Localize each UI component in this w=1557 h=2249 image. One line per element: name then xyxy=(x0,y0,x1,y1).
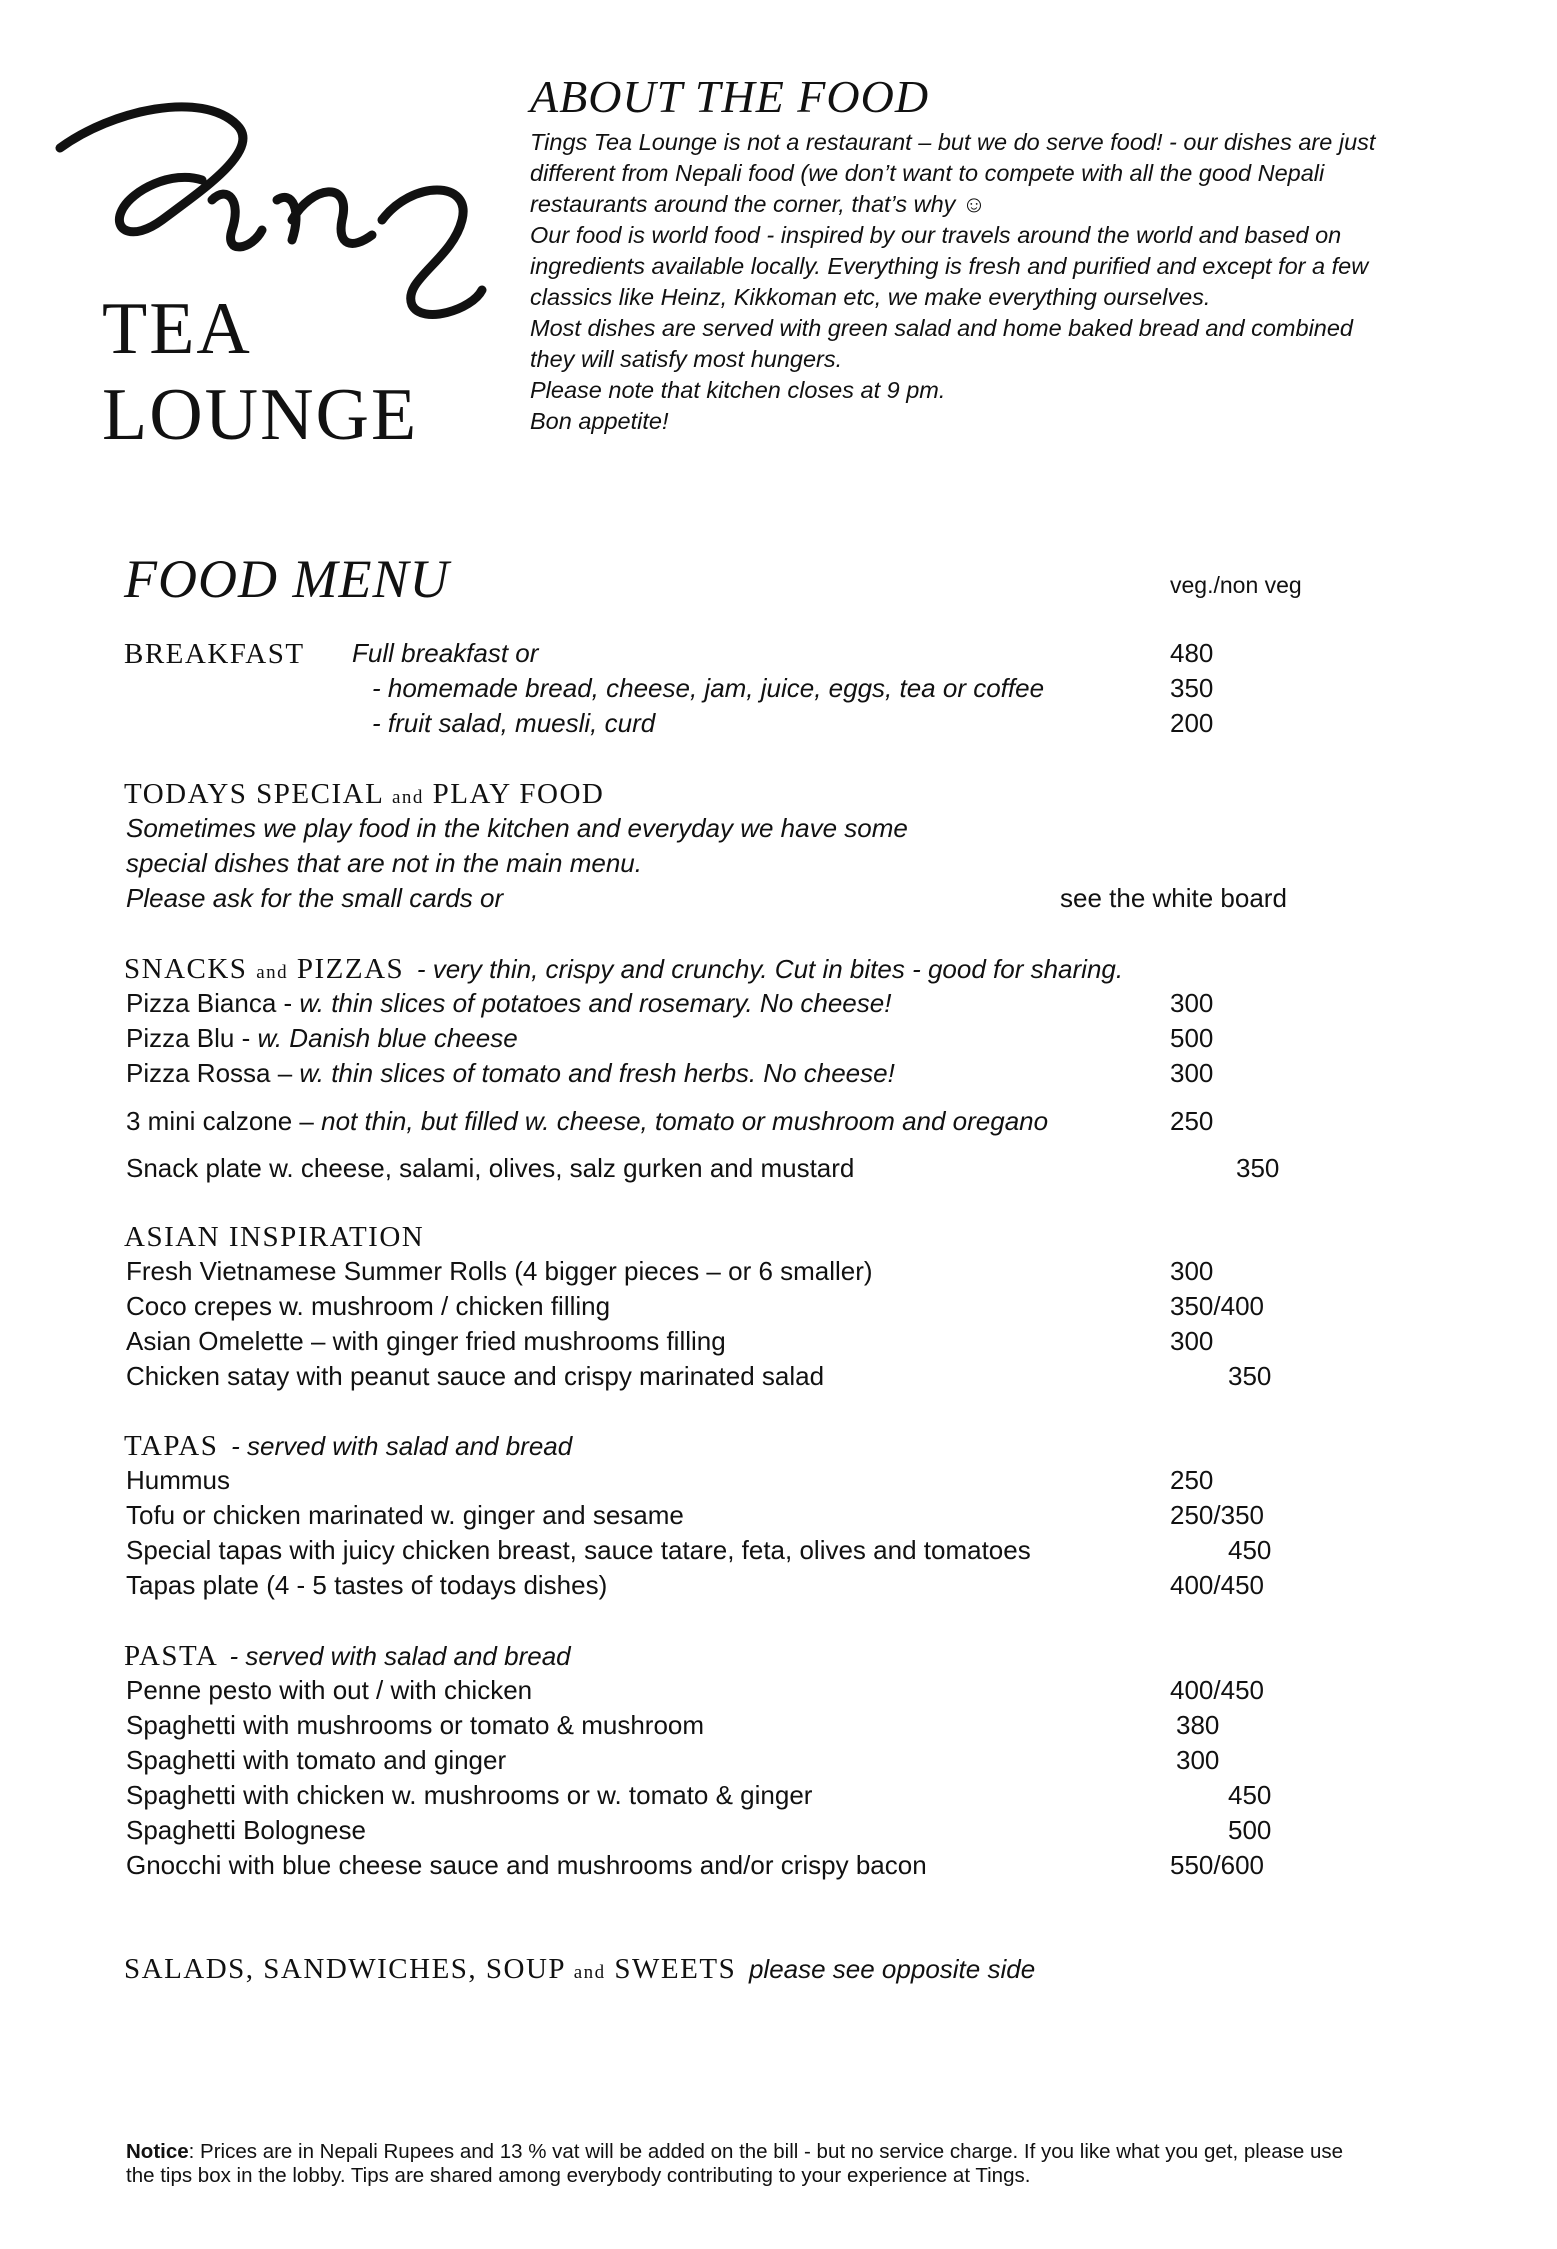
pasta-item-price: 450 xyxy=(1228,1780,1272,1810)
about-line: Bon appetite! xyxy=(530,408,669,434)
asian-item-name: Chicken satay with peanut sauce and crispy marinated salad xyxy=(126,1361,825,1391)
snack-item-price: 500 xyxy=(1170,1023,1214,1053)
about-line: Please note that kitchen closes at 9 pm. xyxy=(530,377,946,403)
snack-item-desc: w. Danish blue cheese xyxy=(257,1023,518,1053)
opposite-heading-main: SALADS, SANDWICHES, SOUP xyxy=(124,1953,565,1985)
about-line: they will satisfy most hungers. xyxy=(530,346,843,372)
snack-item-name: Pizza Blu - xyxy=(126,1023,258,1053)
pasta-item-name: Spaghetti Bolognese xyxy=(126,1815,366,1845)
pasta-heading xyxy=(124,1642,571,1671)
special-text-line: special dishes that are not in the main menu. xyxy=(126,848,642,878)
logo-text-tea: TEA xyxy=(102,288,252,370)
asian-item-name: Fresh Vietnamese Summer Rolls (4 bigger pieces – or 6 smaller) xyxy=(126,1256,873,1286)
pasta-heading-main: PASTA xyxy=(124,1640,217,1672)
about-title: ABOUT THE FOOD xyxy=(530,71,930,122)
snacks-heading-rest: PIZZAS xyxy=(296,953,405,985)
pasta-item-price: 400/450 xyxy=(1170,1675,1264,1705)
asian-item-price: 350 xyxy=(1228,1361,1272,1391)
snack-item-name: Snack plate w. cheese, salami, olives, salz gurken and mustard xyxy=(126,1153,855,1183)
snack-item-name: Pizza Bianca - xyxy=(126,988,300,1018)
asian-item-price: 350/400 xyxy=(1170,1291,1264,1321)
about-section xyxy=(530,70,1510,437)
about-line: different from Nepali food (we don’t want to compete with all the good Nepali xyxy=(530,160,1325,186)
pasta-item-price: 550/600 xyxy=(1170,1850,1264,1880)
snack-item-desc: w. thin slices of tomato and fresh herbs. No cheese! xyxy=(299,1058,895,1088)
tapas-heading xyxy=(124,1432,572,1461)
logo-text-lounge: LOUNGE xyxy=(102,374,419,456)
snack-item xyxy=(126,990,891,1016)
pasta-item-name: Spaghetti with tomato and ginger xyxy=(126,1745,507,1775)
special-heading-rest: PLAY FOOD xyxy=(432,778,605,810)
asian-item-name: Coco crepes w. mushroom / chicken filling xyxy=(126,1291,611,1321)
special-text-line: Sometimes we play food in the kitchen and everyday we have some xyxy=(126,813,908,843)
asian-item-price: 300 xyxy=(1170,1256,1214,1286)
snack-item-price: 300 xyxy=(1170,1058,1214,1088)
notice-label: Notice xyxy=(126,2140,189,2163)
opposite-side-heading xyxy=(124,1955,1035,1984)
about-line: classics like Heinz, Kikkoman etc, we make everything ourselves. xyxy=(530,284,1211,310)
breakfast-item-name: - homemade bread, cheese, jam, juice, eggs, tea or coffee xyxy=(372,673,1045,703)
veg-nonveg-note: veg./non veg xyxy=(1170,572,1302,598)
pasta-item-name: Spaghetti with mushrooms or tomato & mushroom xyxy=(126,1710,705,1740)
asian-heading: ASIAN INSPIRATION xyxy=(124,1221,425,1253)
breakfast-item-price: 200 xyxy=(1170,708,1214,738)
tings-script-logo-icon xyxy=(52,70,502,320)
about-line: ingredients available locally. Everything is fresh and purified and except for a few xyxy=(530,253,1369,279)
food-menu-title: FOOD MENU xyxy=(124,549,450,609)
tapas-item-price: 450 xyxy=(1228,1535,1272,1565)
tapas-item-price: 400/450 xyxy=(1170,1570,1264,1600)
tings-logo xyxy=(52,70,502,456)
pasta-heading-note: - served with salad and bread xyxy=(229,1641,571,1671)
special-heading-main: TODAYS SPECIAL xyxy=(124,778,384,810)
snack-item-price: 300 xyxy=(1170,988,1214,1018)
snack-item-name: Pizza Rossa – xyxy=(126,1058,300,1088)
snack-item-price: 250 xyxy=(1170,1106,1214,1136)
breakfast-item-name: Full breakfast or xyxy=(352,638,539,668)
asian-item-name: Asian Omelette – with ginger fried mushrooms filling xyxy=(126,1326,726,1356)
tapas-item-name: Special tapas with juicy chicken breast, sauce tatare, feta, olives and tomatoes xyxy=(126,1535,1031,1565)
about-line: restaurants around the corner, that’s why ☺ xyxy=(530,191,986,217)
snack-item xyxy=(126,1025,518,1051)
snacks-heading-main: SNACKS xyxy=(124,953,248,985)
special-text-line: Please ask for the small cards or xyxy=(126,883,504,913)
pasta-item-name: Spaghetti with chicken w. mushrooms or w. tomato & ginger xyxy=(126,1780,813,1810)
pasta-item-price: 500 xyxy=(1228,1815,1272,1845)
tapas-heading-note: - served with salad and bread xyxy=(231,1431,573,1461)
tapas-item-price: 250/350 xyxy=(1170,1500,1264,1530)
snack-item xyxy=(126,1155,854,1181)
snacks-heading xyxy=(124,955,1123,984)
snacks-heading-note: - very thin, crispy and crunchy. Cut in bites - good for sharing. xyxy=(416,954,1124,984)
snack-item xyxy=(126,1060,895,1086)
breakfast-item-name: - fruit salad, muesli, curd xyxy=(372,708,656,738)
special-heading xyxy=(124,780,604,809)
opposite-heading-note: please see opposite side xyxy=(748,1954,1036,1984)
opposite-heading-and: and xyxy=(573,1962,606,1983)
tapas-item-name: Tapas plate (4 - 5 tastes of todays dishes) xyxy=(126,1570,608,1600)
special-white-board-note: see the white board xyxy=(1060,883,1287,913)
tapas-item-price: 250 xyxy=(1170,1465,1214,1495)
about-line: Our food is world food - inspired by our travels around the world and based on xyxy=(530,222,1342,248)
breakfast-heading: BREAKFAST xyxy=(124,638,305,670)
tapas-item-name: Tofu or chicken marinated w. ginger and sesame xyxy=(126,1500,684,1530)
price-notice xyxy=(126,2140,1366,2188)
asian-item-price: 300 xyxy=(1170,1326,1214,1356)
pasta-item-name: Penne pesto with out / with chicken xyxy=(126,1675,533,1705)
breakfast-item-price: 350 xyxy=(1170,673,1214,703)
snack-item-desc: w. thin slices of potatoes and rosemary. No cheese! xyxy=(299,988,892,1018)
opposite-heading-rest: SWEETS xyxy=(614,1953,737,1985)
snack-item-price: 350 xyxy=(1236,1153,1280,1183)
tapas-item-name: Hummus xyxy=(126,1465,231,1495)
breakfast-item-price: 480 xyxy=(1170,638,1214,668)
snacks-heading-and: and xyxy=(256,962,289,983)
snack-item xyxy=(126,1108,1048,1134)
tapas-heading-main: TAPAS xyxy=(124,1430,219,1462)
snack-item-desc: not thin, but filled w. cheese, tomato or mushroom and oregano xyxy=(321,1106,1049,1136)
notice-text: : Prices are in Nepali Rupees and 13 % vat will be added on the bill - but no service charge. If you like what you get, please use the tips box in the lobby. Tips are shared among everybody contributing to your experience at Tings. xyxy=(126,2140,1344,2187)
pasta-item-price: 300 xyxy=(1176,1745,1220,1775)
about-line: Tings Tea Lounge is not a restaurant – but we do serve food! - our dishes are just xyxy=(530,129,1376,155)
snack-item-name: 3 mini calzone – xyxy=(126,1106,322,1136)
pasta-item-name: Gnocchi with blue cheese sauce and mushrooms and/or crispy bacon xyxy=(126,1850,927,1880)
pasta-item-price: 380 xyxy=(1176,1710,1220,1740)
about-line: Most dishes are served with green salad and home baked bread and combined xyxy=(530,315,1354,341)
special-heading-and: and xyxy=(391,787,424,808)
